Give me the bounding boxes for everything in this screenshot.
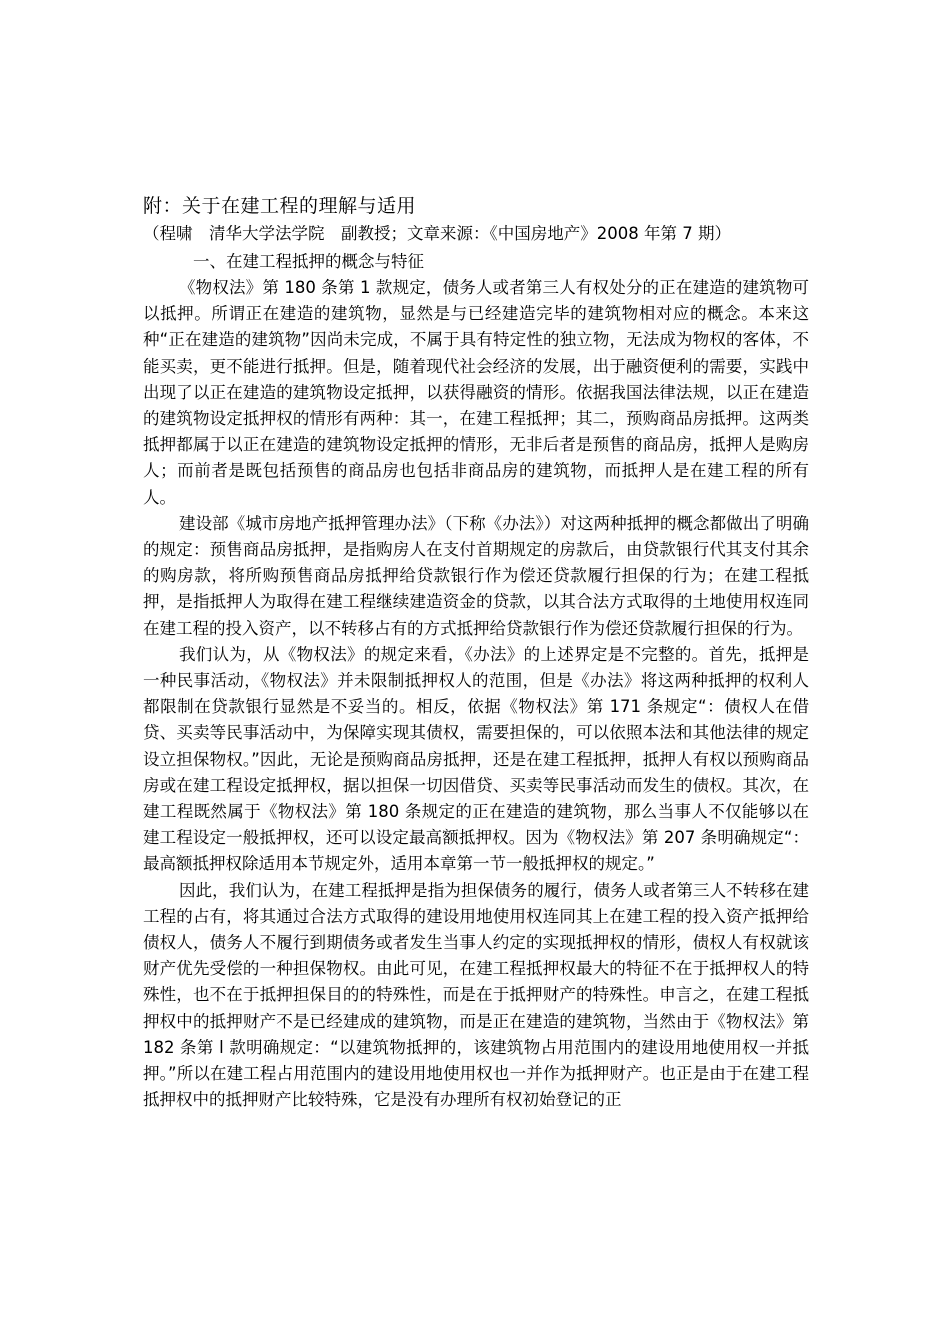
paragraph-1: 《物权法》第 180 条第 1 款规定，债务人或者第三人有权处分的正在建造的建筑物可以抵押。所谓正在建造的建筑物，显然是与已经建造完毕的建筑物相对应的概念。本来这种“正在建造的建筑物”因尚未完成，不属于具有特定性的独立物，无法成为物权的客体，不能买卖，更不能进行抵押。但是，随着现代社会经济的发展，出于融资便利的需要，实践中出现了以正在建造的建筑物设定抵押，以获得融资的情形。依据我国法律法规，以正在建造的建筑物设定抵押权的情形有两种：其一，在建工程抵押；其二，预购商品房抵押。这两类抵押都属于以正在建造的建筑物设定抵押的情形，无非后者是预售的商品房，抵押人是购房人；而前者是既包括预售的商品房也包括非商品房的建筑物，而抵押人是在建工程的所有人。 (143, 278, 809, 507)
document-title: 附：关于在建工程的理解与适用 (143, 195, 417, 217)
paragraph-4: 因此，我们认为，在建工程抵押是指为担保债务的履行，债务人或者第三人不转移在建工程的占有，将其通过合法方式取得的建设用地使用权连同其上在建工程的投入资产抵押给债权人，债务人不履行到期债务或者发生当事人约定的实现抵押权的情形，债权人有权就该财产优先受偿的一种担保物权。由此可见，在建工程抵押权最大的特征不在于抵押权人的特殊性，也不在于抵押担保目的的特殊性，而是在于抵押财产的特殊性。申言之，在建工程抵押权中的抵押财产不是已经建成的建筑物，而是正在建造的建筑物，当然由于《物权法》第 182 条第 l 款明确规定：“以建筑物抵押的，该建筑物占用范围内的建设用地使用权一并抵押。”所以在建工程占用范围内的建设用地使用权也一并作为抵押财产。也正是由于在建工程抵押权中的抵押财产比较特殊，它是没有办理所有权初始登记的正 (143, 880, 809, 1110)
paragraph-3: 我们认为，从《物权法》的规定来看，《办法》的上述界定是不完整的。首先，抵押是一种民事活动，《物权法》并未限制抵押权人的范围，但是《办法》将这两种抵押的权利人都限制在贷款银行显然是不妥当的。相反，依据《物权法》第 171 条规定“：债权人在借贷、买卖等民事活动中，为保障实现其债权，需要担保的，可以依照本法和其他法律的规定设立担保物权。”因此，无论是预购商品房抵押，还是在建工程抵押，抵押人有权以预购商品房或在建工程设定抵押权，据以担保一切因借贷、买卖等民事活动而发生的债权。其次，在建工程既然属于《物权法》第 180 条规定的正在建造的建筑物，那么当事人不仅能够以在建工程设定一般抵押权，还可以设定最高额抵押权。因为《物权法》第 207 条明确规定“：最高额抵押权除适用本节规定外，适用本章第一节一般抵押权的规定。” (143, 644, 809, 874)
paragraph-2: 建设部《城市房地产抵押管理办法》（下称《办法》）对这两种抵押的概念都做出了明确的规定：预售商品房抵押，是指购房人在支付首期规定的房款后，由贷款银行代其支付其余的购房款，将所购预售商品房抵押给贷款银行作为偿还贷款履行担保的行为；在建工程抵押，是指抵押人为取得在建工程继续建造资金的贷款，以其合法方式取得的土地使用权连同在建工程的投入资产，以不转移占有的方式抵押给贷款银行作为偿还贷款履行担保的行为。 (143, 513, 809, 638)
author-byline: （程啸 清华大学法学院 副教授；文章来源：《中国房地产》2008 年第 7 期） (143, 224, 731, 243)
section-heading: 一、在建工程抵押的概念与特征 (193, 252, 424, 271)
document-page (143, 192, 809, 1114)
